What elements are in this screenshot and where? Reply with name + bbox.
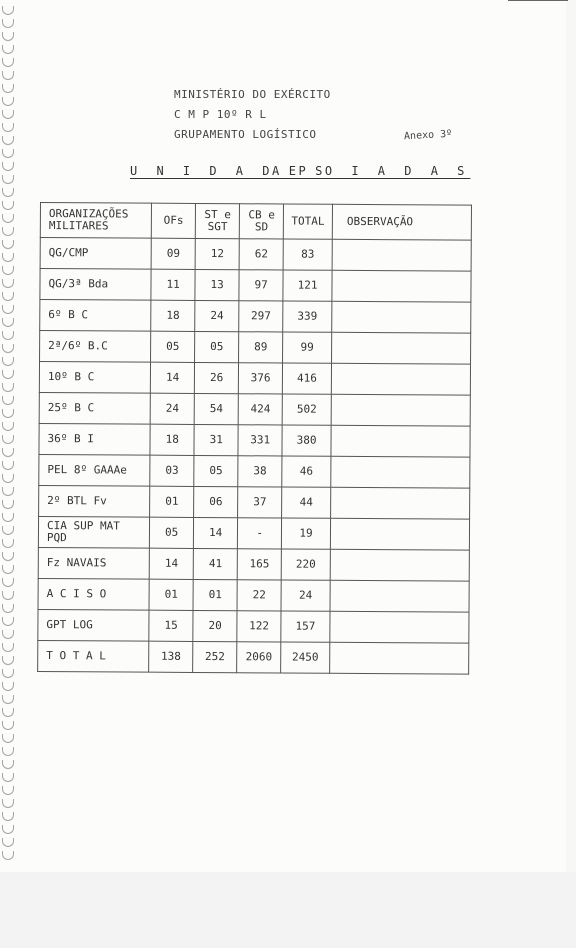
spiral-loop <box>2 227 14 236</box>
cell-officers: 09 <box>151 238 195 269</box>
cell-soldiers: 62 <box>239 239 283 270</box>
cell-officers: 05 <box>150 517 194 548</box>
spiral-loop <box>2 123 14 132</box>
table-row <box>39 423 470 457</box>
cell-soldiers: 22 <box>237 580 281 611</box>
spiral-loop <box>2 214 14 223</box>
spiral-loop <box>2 370 14 379</box>
cell-sergeants: 26 <box>195 362 239 393</box>
spiral-loop <box>2 136 14 145</box>
cell-organization: GPT LOG <box>38 609 149 641</box>
table-row <box>40 300 471 334</box>
cell-total: 24 <box>281 580 330 611</box>
cell-organization: T O T A L <box>38 640 149 672</box>
cell-organization: 2ª/6º B.C <box>40 331 151 363</box>
table-row <box>40 331 471 365</box>
cell-observation <box>330 518 469 550</box>
cell-observation <box>331 425 470 457</box>
spiral-loop <box>2 669 14 678</box>
spiral-loop <box>2 331 14 340</box>
spiral-loop <box>2 292 14 301</box>
spiral-loop <box>2 305 14 314</box>
cell-observation <box>332 239 471 271</box>
cell-total: 416 <box>283 363 332 394</box>
table-row <box>39 362 470 396</box>
cell-observation <box>332 301 471 333</box>
cell-sergeants: 41 <box>193 548 237 579</box>
cell-total: 99 <box>283 332 332 363</box>
cell-soldiers: 89 <box>239 332 283 363</box>
cell-soldiers: 122 <box>237 611 281 642</box>
cell-organization: CIA SUP MAT PQD <box>38 516 149 548</box>
cell-sergeants: 54 <box>194 393 238 424</box>
spiral-loop <box>2 682 14 691</box>
cell-total: 380 <box>282 425 331 456</box>
header-soldiers: CB e SD <box>239 204 283 239</box>
header-sergeants: ST e SGT <box>195 203 239 238</box>
spiral-loop <box>2 253 14 262</box>
cell-total: 44 <box>282 487 331 518</box>
spiral-loop <box>2 656 14 665</box>
header-organizations: ORGANIZAÇÕES MILITARES <box>40 203 151 239</box>
spiral-loop <box>2 318 14 327</box>
cell-officers: 15 <box>149 610 193 641</box>
spiral-loop <box>2 435 14 444</box>
cell-observation <box>330 580 469 612</box>
cell-soldiers: 331 <box>238 425 282 456</box>
cell-officers: 11 <box>151 269 195 300</box>
spiral-loop <box>2 474 14 483</box>
cell-total: 2450 <box>281 642 330 673</box>
cell-total: 121 <box>283 270 332 301</box>
header-command: C M P 10º R L <box>174 108 267 121</box>
cell-officers: 24 <box>150 393 194 424</box>
table-header-row <box>40 203 471 241</box>
units-table <box>37 202 472 675</box>
spiral-loop <box>2 500 14 509</box>
spiral-loop <box>2 851 14 860</box>
cell-total: 46 <box>282 456 331 487</box>
table-row <box>38 547 469 581</box>
cell-officers: 01 <box>149 579 193 610</box>
scan-margin <box>0 872 576 948</box>
spiral-loop <box>2 643 14 652</box>
cell-total: 19 <box>282 518 331 549</box>
cell-organization: Fz NAVAIS <box>38 547 149 579</box>
cell-officers: 03 <box>150 455 194 486</box>
spiral-loop <box>2 162 14 171</box>
cell-organization: 6º B C <box>40 300 151 332</box>
header-officers: OFs <box>151 203 195 238</box>
cell-observation <box>330 642 469 674</box>
cell-observation <box>331 456 470 488</box>
header-observation: OBSERVAÇÃO <box>332 204 471 240</box>
cell-organization: 25º B C <box>39 392 150 424</box>
table-row <box>39 485 470 519</box>
spiral-loop <box>2 461 14 470</box>
cell-officers: 05 <box>151 331 195 362</box>
table-row <box>39 392 470 426</box>
table-row <box>39 454 470 488</box>
cell-total: 339 <box>283 301 332 332</box>
spiral-loop <box>2 448 14 457</box>
spiral-loop <box>2 708 14 717</box>
cell-officers: 14 <box>149 548 193 579</box>
header-ministry: MINISTÉRIO DO EXÉRCITO <box>174 88 331 101</box>
table-row <box>38 578 469 612</box>
spiral-loop <box>2 409 14 418</box>
cell-observation <box>331 332 470 364</box>
spiral-loop <box>2 695 14 704</box>
spiral-loop <box>2 240 14 249</box>
cell-sergeants: 31 <box>194 424 238 455</box>
title-supported: A P O I A D A S <box>272 164 471 178</box>
spiral-loop <box>2 97 14 106</box>
cell-observation <box>331 394 470 426</box>
spiral-loop <box>2 110 14 119</box>
cell-officers: 18 <box>151 300 195 331</box>
table-row <box>40 269 471 303</box>
spiral-loop <box>2 630 14 639</box>
spiral-loop <box>2 539 14 548</box>
spiral-loop <box>2 513 14 522</box>
cell-observation <box>331 363 470 395</box>
spiral-loop <box>2 617 14 626</box>
spiral-loop <box>2 591 14 600</box>
spiral-loop <box>2 825 14 834</box>
cell-sergeants: 05 <box>194 455 238 486</box>
spiral-loop <box>2 578 14 587</box>
spiral-loop <box>2 565 14 574</box>
cell-organization: PEL 8º GAAAe <box>39 454 150 486</box>
cell-sergeants: 24 <box>195 300 239 331</box>
spiral-loop <box>2 45 14 54</box>
cell-sergeants: 01 <box>193 579 237 610</box>
spiral-loop <box>2 19 14 28</box>
spiral-loop <box>2 760 14 769</box>
spiral-loop <box>2 58 14 67</box>
cell-officers: 138 <box>149 641 193 672</box>
cell-observation <box>331 487 470 519</box>
spiral-loop <box>2 721 14 730</box>
spiral-loop <box>2 383 14 392</box>
table-row <box>40 238 471 272</box>
spiral-loop <box>2 266 14 275</box>
cell-officers: 01 <box>150 486 194 517</box>
cell-sergeants: 20 <box>193 610 237 641</box>
cell-total: 83 <box>283 239 332 270</box>
cell-total: 157 <box>281 611 330 642</box>
cell-total: 220 <box>281 549 330 580</box>
cell-soldiers: - <box>238 518 282 549</box>
cell-sergeants: 06 <box>194 486 238 517</box>
table-body <box>38 238 472 675</box>
spiral-loop <box>2 279 14 288</box>
cell-sergeants: 13 <box>195 269 239 300</box>
cell-soldiers: 2060 <box>237 642 281 673</box>
header-group: GRUPAMENTO LOGÍSTICO <box>174 128 317 141</box>
corner-mark <box>508 0 568 5</box>
cell-soldiers: 297 <box>239 301 283 332</box>
table-total-row <box>38 640 469 674</box>
spiral-loop <box>2 604 14 613</box>
cell-soldiers: 37 <box>238 487 282 518</box>
cell-soldiers: 376 <box>239 363 283 394</box>
cell-soldiers: 38 <box>238 456 282 487</box>
spiral-loop <box>2 552 14 561</box>
spiral-loop <box>2 812 14 821</box>
spiral-loop <box>2 747 14 756</box>
cell-soldiers: 97 <box>239 270 283 301</box>
cell-sergeants: 252 <box>193 641 237 672</box>
cell-observation <box>330 549 469 581</box>
cell-organization: 10º B C <box>39 362 150 394</box>
spiral-loop <box>2 422 14 431</box>
spiral-loop <box>2 6 14 15</box>
spiral-loop <box>2 799 14 808</box>
cell-organization: QG/3ª Bda <box>40 269 151 301</box>
cell-observation <box>330 611 469 643</box>
cell-sergeants: 12 <box>195 238 239 269</box>
spiral-loop <box>2 357 14 366</box>
cell-observation <box>332 270 471 302</box>
annex-label: Anexo 3º <box>403 128 453 143</box>
spiral-loop <box>2 149 14 158</box>
cell-officers: 18 <box>150 424 194 455</box>
cell-organization: A C I S O <box>38 578 149 610</box>
header-total: TOTAL <box>283 204 332 239</box>
spiral-loop <box>2 188 14 197</box>
cell-sergeants: 14 <box>194 517 238 548</box>
spiral-loop <box>2 734 14 743</box>
spiral-loop <box>2 175 14 184</box>
spiral-loop <box>2 344 14 353</box>
table-row <box>38 609 469 643</box>
cell-officers: 14 <box>151 362 195 393</box>
cell-organization: 2º BTL Fv <box>39 485 150 517</box>
spiral-loop <box>2 773 14 782</box>
cell-sergeants: 05 <box>195 331 239 362</box>
cell-organization: 36º B I <box>39 423 150 455</box>
spiral-loop <box>2 838 14 847</box>
spiral-loop <box>2 396 14 405</box>
spiral-binding <box>2 6 16 866</box>
spiral-loop <box>2 32 14 41</box>
cell-soldiers: 165 <box>237 549 281 580</box>
spiral-loop <box>2 526 14 535</box>
cell-soldiers: 424 <box>238 394 282 425</box>
spiral-loop <box>2 487 14 496</box>
cell-organization: QG/CMP <box>40 238 151 270</box>
spiral-loop <box>2 201 14 210</box>
spiral-loop <box>2 786 14 795</box>
spiral-loop <box>2 71 14 80</box>
cell-total: 502 <box>282 394 331 425</box>
title-units: U N I D A D E S <box>130 164 329 178</box>
spiral-loop <box>2 84 14 93</box>
table-row <box>38 516 469 550</box>
